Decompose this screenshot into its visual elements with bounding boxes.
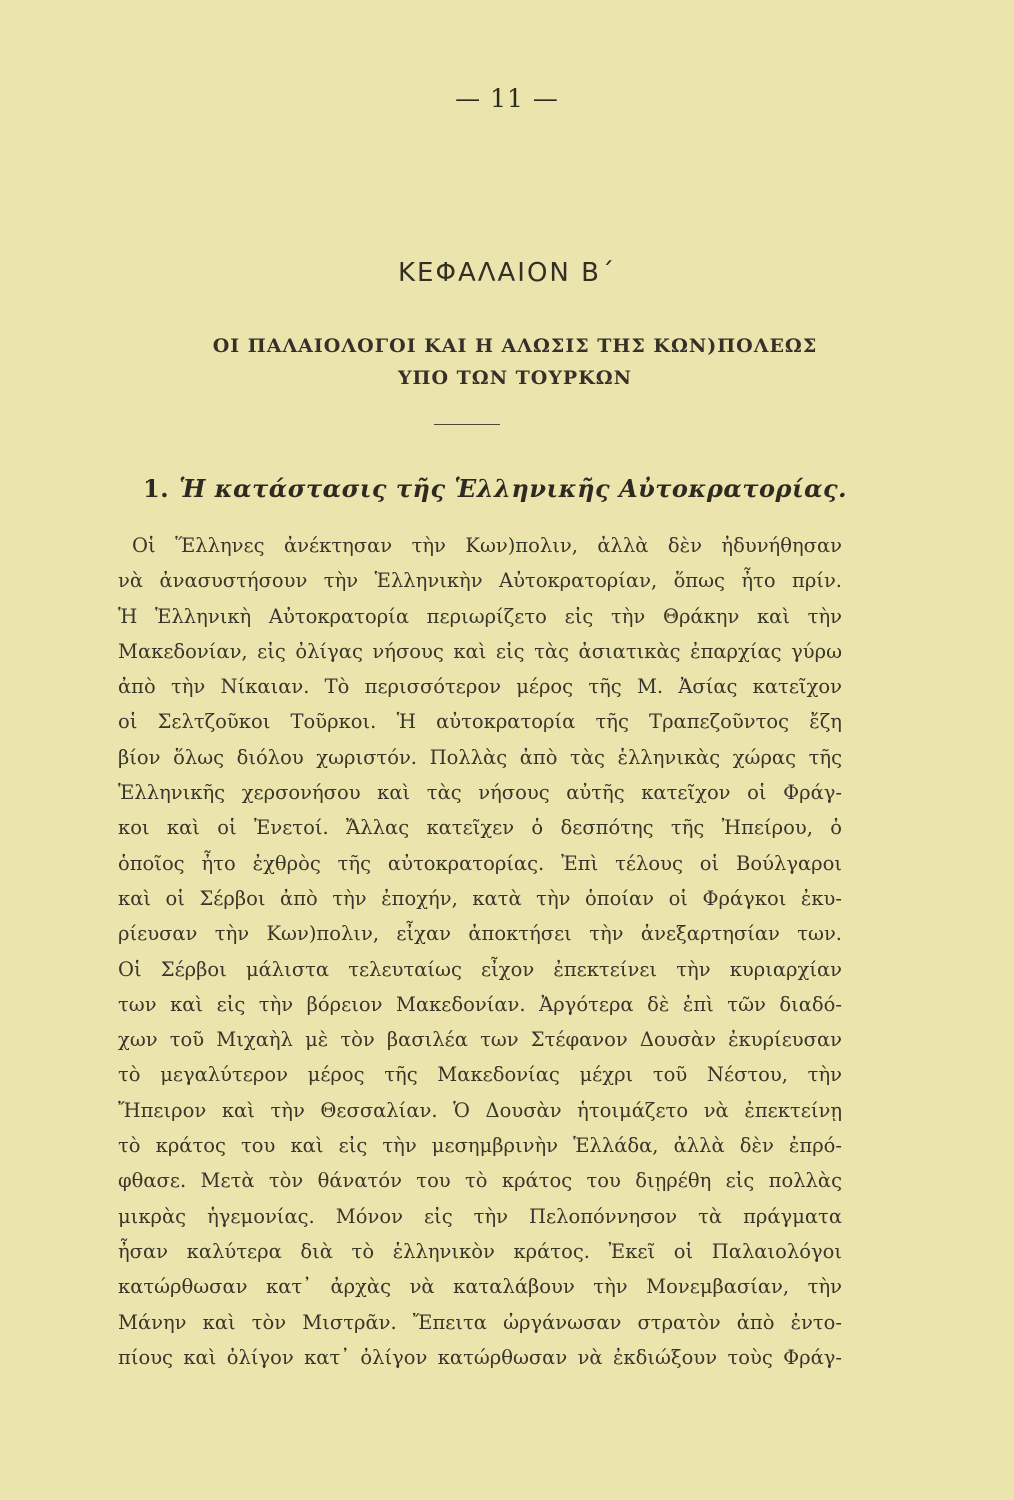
text-line: Ἤπειρον καὶ τὴν Θεσσαλίαν. Ὁ Δουσὰν ἡτοιμάζετο νὰ ἐπεκτείνῃ xyxy=(118,1098,842,1122)
text-line: ὁποῖος ἦτο ἐχθρὸς τῆς αὐτοκρατορίας. Ἐπὶ τέλους οἱ Βούλγαροι xyxy=(118,851,842,875)
text-line: φθασε. Μετὰ τὸν θάνατόν του τὸ κράτος του διῃρέθη εἰς πολλὰς xyxy=(118,1169,842,1193)
text-line: ρίευσαν τὴν Κων)πολιν, εἶχαν ἀποκτήσει τὴν ἀνεξαρτησίαν των. xyxy=(118,922,842,946)
section-number: 1. xyxy=(143,474,170,503)
text-line: Μάνην καὶ τὸν Μιστρᾶν. Ἔπειτα ὠργάνωσαν στρατὸν ἀπὸ ἐντο- xyxy=(118,1310,842,1334)
text-line: τὸ κράτος του καὶ εἰς τὴν μεσημβρινὴν Ἑλλάδα, ἀλλὰ δὲν ἐπρό- xyxy=(118,1134,842,1158)
body-text xyxy=(118,528,842,1375)
chapter-title xyxy=(110,330,920,394)
text-line: βίον ὅλως διόλου χωριστόν. Πολλὰς ἀπὸ τὰς ἑλληνικὰς χώρας τῆς xyxy=(118,745,842,769)
text-line: οἱ Σελτζοῦκοι Τοῦρκοι. Ἡ αὐτοκρατορία τῆς Τραπεζοῦντος ἔζη xyxy=(118,710,842,734)
text-line: Μακεδονίαν, εἰς ὀλίγας νήσους καὶ εἰς τὰς ἀσιατικὰς ἐπαρχίας γύρω xyxy=(118,639,842,663)
text-line: Οἱ Σέρβοι μάλιστα τελευταίως εἶχον ἐπεκτείνει τὴν κυριαρχίαν xyxy=(118,957,842,981)
text-line: ἦσαν καλύτερα διὰ τὸ ἑλληνικὸν κράτος. Ἐκεῖ οἱ Παλαιολόγοι xyxy=(118,1239,842,1263)
chapter-title-line: ΟΙ ΠΑΛΑΙΟΛΟΓΟΙ ΚΑΙ Η ΑΛΩΣΙΣ ΤΗΣ ΚΩΝ)ΠΟΛΕΩΣ xyxy=(212,335,818,357)
text-line: των καὶ εἰς τὴν βόρειον Μακεδονίαν. Ἀργότερα δὲ ἐπὶ τῶν διαδό- xyxy=(118,992,842,1016)
divider-rule xyxy=(434,424,500,425)
text-line: Οἱ Ἕλληνες ἀνέκτησαν τὴν Κων)πολιν, ἀλλὰ δὲν ἠδυνήθησαν xyxy=(132,534,842,557)
text-line: κατώρθωσαν κατ᾽ ἀρχὰς νὰ καταλάβουν τὴν Μονεμβασίαν, τὴν xyxy=(118,1275,842,1299)
chapter-title-line: ΥΠΟ ΤΩΝ ΤΟΥΡΚΩΝ xyxy=(397,367,633,389)
text-line: Ἑλληνικῆς χερσονήσου καὶ τὰς νήσους αὐτῆς κατεῖχον οἱ Φράγ- xyxy=(118,781,842,805)
text-line: καὶ οἱ Σέρβοι ἀπὸ τὴν ἐποχήν, κατὰ τὴν ὁποίαν οἱ Φράγκοι ἐκυ- xyxy=(118,886,842,910)
text-line: Ἡ Ἑλληνικὴ Αὐτοκρατορία περιωρίζετο εἰς τὴν Θράκην καὶ τὴν xyxy=(118,604,842,628)
text-line: κοι καὶ οἱ Ἑνετοί. Ἄλλας κατεῖχεν ὁ δεσπότης τῆς Ἠπείρου, ὁ xyxy=(118,816,842,840)
section-heading xyxy=(143,474,847,503)
text-line: χων τοῦ Μιχαὴλ μὲ τὸν βασιλέα των Στέφανον Δουσὰν ἐκυρίευσαν xyxy=(118,1028,842,1052)
text-line: ἀπὸ τὴν Νίκαιαν. Τὸ περισσότερον μέρος τῆς Μ. Ἀσίας κατεῖχον xyxy=(118,675,842,699)
text-line: νὰ ἀνασυστήσουν τὴν Ἑλληνικὴν Αὐτοκρατορίαν, ὅπως ἦτο πρίν. xyxy=(118,569,842,593)
chapter-heading: ΚΕΦΑΛΑΙΟΝ Β΄ xyxy=(398,258,616,288)
section-title: Ἡ κατάστασις τῆς Ἑλληνικῆς Αὐτοκρατορίας. xyxy=(179,474,848,503)
text-line: τὸ μεγαλύτερον μέρος τῆς Μακεδονίας μέχρι τοῦ Νέστου, τὴν xyxy=(118,1063,842,1087)
page-number: — 11 — xyxy=(455,84,559,113)
text-line: μικρὰς ἡγεμονίας. Μόνον εἰς τὴν Πελοπόννησον τὰ πράγματα xyxy=(118,1204,842,1228)
text-line: πίους καὶ ὀλίγον κατ᾽ ὀλίγον κατώρθωσαν νὰ ἐκδιώξουν τοὺς Φράγ- xyxy=(118,1345,842,1369)
